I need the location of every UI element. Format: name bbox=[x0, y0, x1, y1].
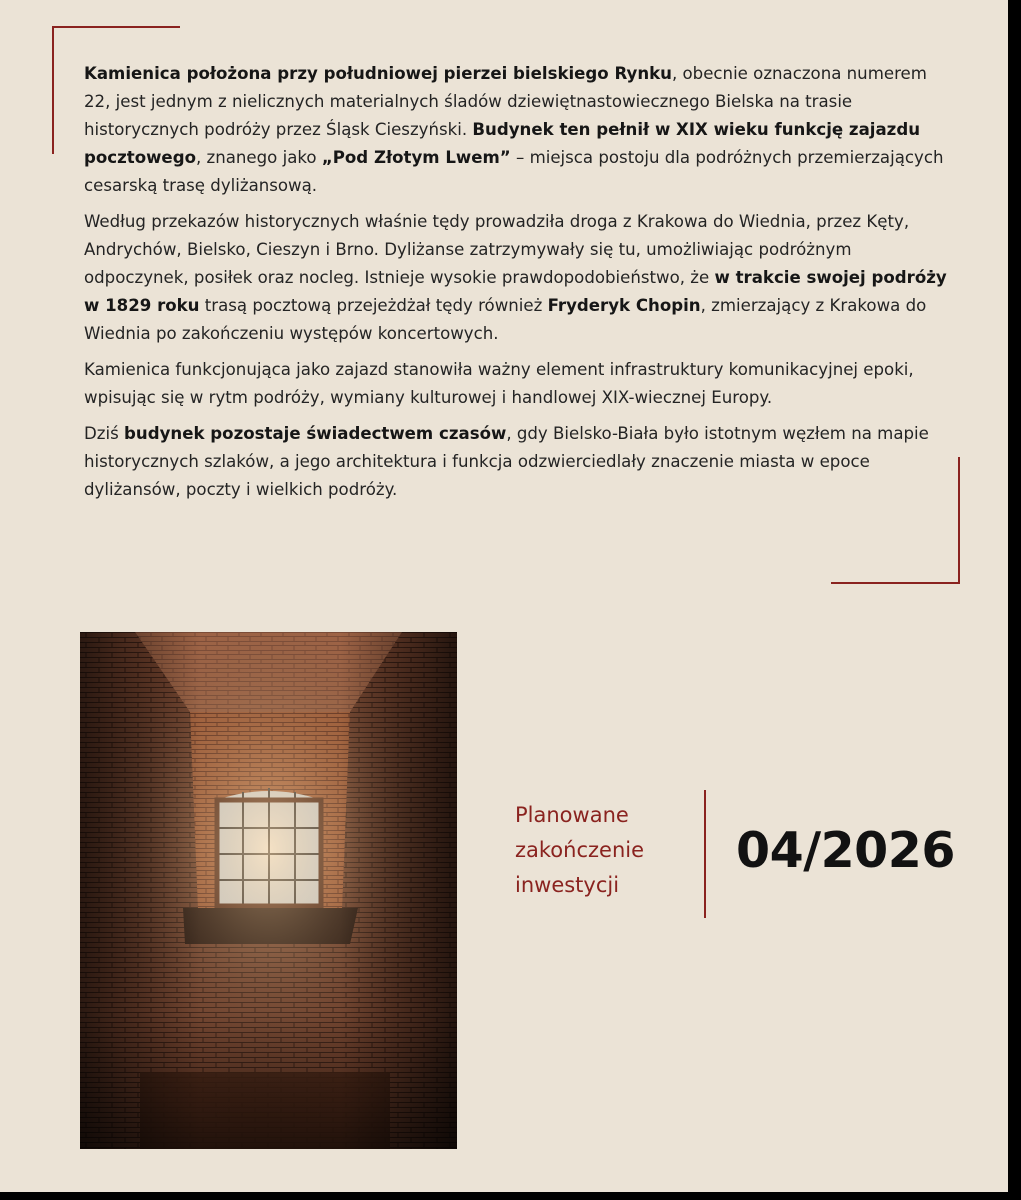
frame-corner-bottom-right-vertical bbox=[958, 457, 960, 584]
vertical-divider bbox=[704, 790, 706, 918]
text-run: Według przekazów historycznych właśnie tędy prowadziła droga z Krakowa do Wiednia, przez Kęty, Andrychów, Bielsko, Cieszyn i Brno. Dyliżanse zatrzymywały się tu, umożliwiając podróżnym odpoczynek, posiłek oraz nocleg. Istnieje wysokie prawdopodobieństwo, że bbox=[84, 212, 910, 287]
text-run: – miejsca postoju dla podróżnych przemierzających cesarską trasę dyliżansową. bbox=[84, 148, 944, 195]
text-run: , obecnie oznaczona numerem 22, jest jednym z nielicznych materialnych śladów dziewiętnastowiecznego Bielska na trasie historycznych podróży przez Śląsk Cieszyński. bbox=[84, 64, 927, 139]
text-run: trasą pocztową przejeżdżał tędy również bbox=[199, 296, 548, 315]
article-paragraph bbox=[84, 356, 954, 412]
bold-text-run: „Pod Złotym Lwem” bbox=[321, 148, 511, 167]
completion-date: 04/2026 bbox=[736, 822, 955, 879]
interior-brick-photo bbox=[80, 632, 457, 1149]
frame-corner-top-left bbox=[52, 26, 180, 28]
planned-label-line: zakończenie bbox=[515, 838, 645, 862]
bold-text-run: budynek pozostaje świadectwem czasów bbox=[124, 424, 507, 443]
text-run: Dziś bbox=[84, 424, 125, 443]
planned-label-line: inwestycji bbox=[515, 873, 620, 897]
article-paragraph bbox=[84, 60, 954, 200]
article-paragraph bbox=[84, 420, 954, 504]
bold-text-run: Fryderyk Chopin bbox=[547, 296, 701, 315]
text-run: , znanego jako bbox=[195, 148, 322, 167]
text-run: , gdy Bielsko-Biała było istotnym węzłem na mapie historycznych szlaków, a jego architektura i funkcja odzwierciedlały znaczenie miasta w epoce dyliżansów, poczty i wielkich podróży. bbox=[84, 424, 929, 499]
text-run: Kamienica funkcjonująca jako zajazd stanowiła ważny element infrastruktury komunikacyjnej epoki, wpisując się w rytm podróży, wymiany kulturowej i handlowej XIX-wiecznej Europy. bbox=[84, 360, 914, 407]
article-paragraph bbox=[84, 208, 954, 348]
planned-label-line: Planowane bbox=[515, 803, 629, 827]
bold-text-run: Kamienica położona przy południowej pierzei bielskiego Rynku bbox=[84, 64, 672, 83]
article-text bbox=[84, 60, 954, 512]
planned-completion-label bbox=[515, 798, 644, 903]
frame-corner-top-left-vertical bbox=[52, 26, 54, 154]
bold-text-run: Budynek ten pełnił w XIX wieku funkcję zajazdu pocztowego bbox=[84, 120, 921, 167]
frame-corner-bottom-right bbox=[831, 582, 960, 584]
text-run: , zmierzający z Krakowa do Wiednia po zakończeniu występów koncertowych. bbox=[84, 296, 927, 343]
bold-text-run: w trakcie swojej podróży w 1829 roku bbox=[84, 268, 947, 315]
